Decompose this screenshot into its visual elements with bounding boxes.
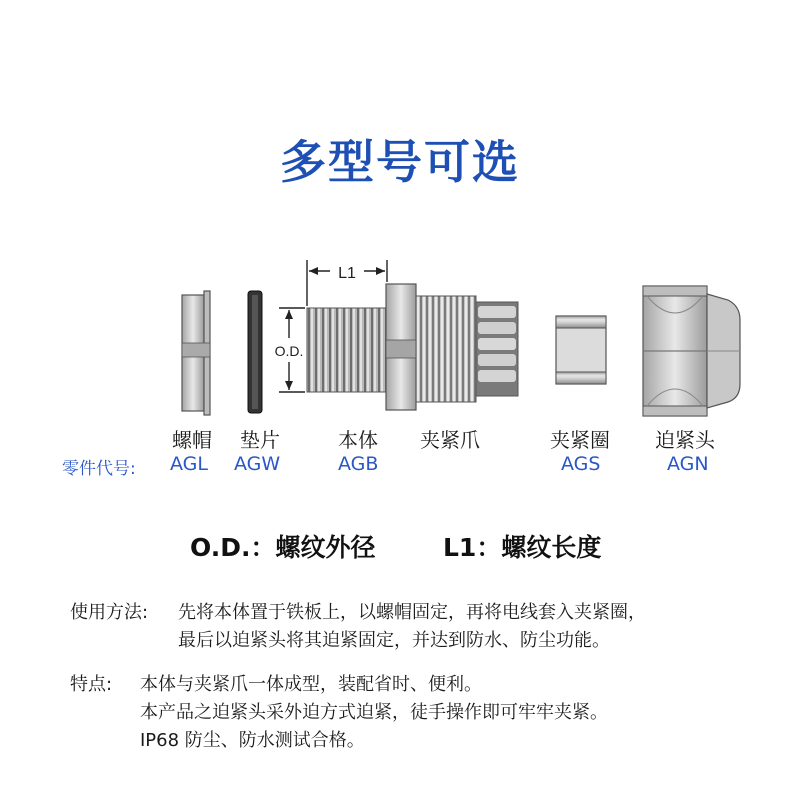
body-part — [307, 284, 518, 410]
l1-dimension — [307, 260, 387, 306]
part-name-body: 本体 — [338, 428, 378, 452]
usage-line-2: 最后以迫紧头将其迫紧固定，并达到防水、防尘功能。 — [178, 630, 610, 651]
part-name-sealing-nut: 迫紧头 — [655, 428, 715, 452]
part-code-sealing-nut: AGN — [667, 453, 709, 475]
features-line-1: 本体与夹紧爪一体成型，装配省时、便利。 — [140, 674, 482, 695]
clamp-claw-part — [476, 302, 518, 396]
washer-part — [248, 291, 262, 413]
part-name-washer: 垫片 — [240, 428, 280, 452]
legend-l1: L1：螺纹长度 — [443, 533, 602, 562]
page-title: 多型号可选 — [280, 135, 520, 189]
usage-label: 使用方法: — [70, 602, 149, 623]
od-dimension — [275, 308, 305, 392]
l1-label: L1 — [338, 265, 356, 282]
usage-line-1: 先将本体置于铁板上，以螺帽固定，再将电线套入夹紧圈， — [178, 602, 646, 623]
part-code-body: AGB — [338, 453, 379, 475]
part-name-clamp-claw: 夹紧爪 — [420, 428, 480, 452]
od-label: O.D. — [274, 343, 304, 359]
exploded-view-diagram — [0, 250, 800, 420]
lock-nut-part — [182, 291, 210, 415]
part-name-seal-ring: 夹紧圈 — [550, 428, 610, 452]
part-name-lock-nut: 螺帽 — [172, 428, 212, 452]
part-code-seal-ring: AGS — [561, 453, 601, 475]
features-line-2: 本产品之迫紧头采外迫方式迫紧，徒手操作即可牢牢夹紧。 — [140, 702, 608, 723]
legend-od: O.D.：螺纹外径 — [190, 533, 376, 562]
code-row-label: 零件代号: — [62, 459, 136, 479]
part-code-washer: AGW — [234, 453, 281, 475]
seal-ring-part — [556, 316, 606, 384]
features-line-3: IP68 防尘、防水测试合格。 — [140, 730, 365, 751]
features-label: 特点: — [70, 674, 113, 695]
part-code-lock-nut: AGL — [170, 453, 208, 475]
sealing-nut-part — [643, 286, 740, 416]
